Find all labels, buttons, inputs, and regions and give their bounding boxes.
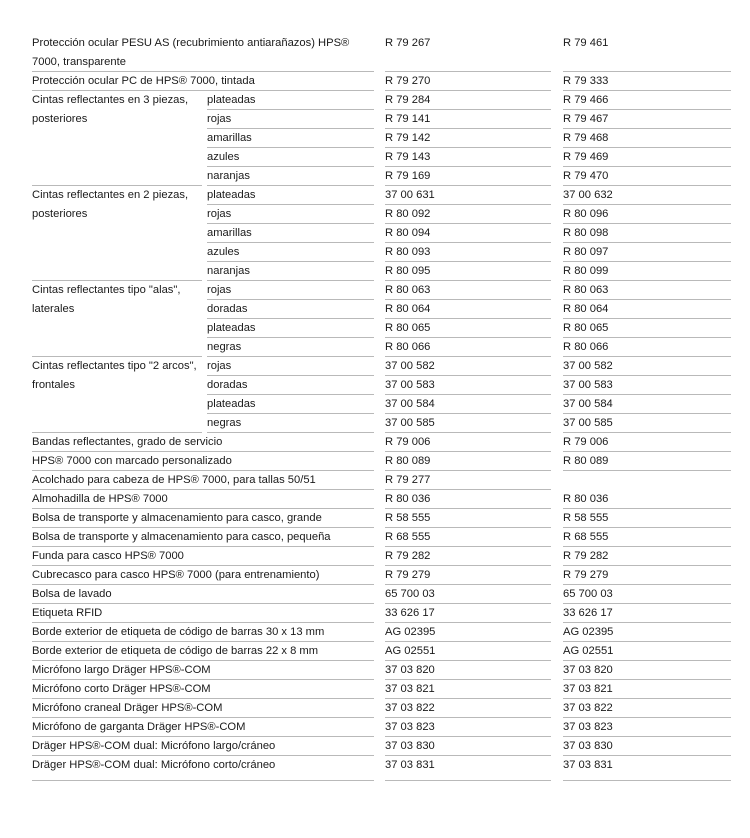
row-divider xyxy=(563,660,731,661)
row-divider xyxy=(32,565,374,566)
row-divider xyxy=(563,546,731,547)
item-variant: rojas xyxy=(207,113,232,125)
row-divider xyxy=(385,318,551,319)
item-variant: plateadas xyxy=(207,189,256,201)
row-divider xyxy=(385,622,551,623)
item-description: Dräger HPS®-COM dual: Micrófono corto/cráneo xyxy=(32,759,276,771)
row-divider xyxy=(563,603,731,604)
item-variant: amarillas xyxy=(207,227,252,239)
item-variant: rojas xyxy=(207,360,232,372)
item-description: Etiqueta RFID xyxy=(32,607,103,619)
row-divider xyxy=(207,280,374,281)
order-number-col1: 37 00 583 xyxy=(385,379,435,391)
row-divider xyxy=(385,451,551,452)
row-divider xyxy=(32,622,374,623)
order-number-col2: R 80 098 xyxy=(563,227,609,239)
row-divider xyxy=(563,261,731,262)
row-divider xyxy=(32,641,374,642)
order-number-col1: R 79 279 xyxy=(385,569,431,581)
order-number-col1: R 80 095 xyxy=(385,265,431,277)
row-divider xyxy=(207,375,374,376)
row-divider xyxy=(563,299,731,300)
row-divider xyxy=(32,546,374,547)
row-divider xyxy=(385,679,551,680)
item-variant: naranjas xyxy=(207,170,250,182)
row-divider xyxy=(32,90,374,91)
row-divider xyxy=(385,641,551,642)
order-number-col1: R 79 267 xyxy=(385,37,431,49)
row-divider xyxy=(385,470,551,471)
row-divider xyxy=(32,755,374,756)
row-divider xyxy=(385,147,551,148)
row-divider xyxy=(207,109,374,110)
order-number-col1: R 80 094 xyxy=(385,227,431,239)
row-divider xyxy=(563,71,731,72)
item-description: Cintas reflectantes en 2 piezas, posteriores xyxy=(32,189,189,220)
row-divider xyxy=(563,641,731,642)
row-divider xyxy=(385,432,551,433)
order-number-col1: R 79 270 xyxy=(385,75,431,87)
item-variant: doradas xyxy=(207,303,248,315)
item-description: Bandas reflectantes, grado de servicio xyxy=(32,436,223,448)
row-divider xyxy=(385,527,551,528)
item-variant: negras xyxy=(207,341,242,353)
order-number-col1: 37 03 831 xyxy=(385,759,435,771)
order-number-col1: R 80 089 xyxy=(385,455,431,467)
row-divider xyxy=(563,185,731,186)
order-number-col2: 37 00 583 xyxy=(563,379,613,391)
order-number-col1: R 80 064 xyxy=(385,303,431,315)
item-description: Bolsa de lavado xyxy=(32,588,112,600)
row-divider xyxy=(385,90,551,91)
item-variant: rojas xyxy=(207,284,232,296)
order-number-col1: 33 626 17 xyxy=(385,607,435,619)
item-description: Cintas reflectantes tipo "2 arcos", frontales xyxy=(32,360,197,391)
item-variant: plateadas xyxy=(207,94,256,106)
item-description: Almohadilla de HPS® 7000 xyxy=(32,493,168,505)
item-description: Acolchado para cabeza de HPS® 7000, para tallas 50/51 xyxy=(32,474,316,486)
row-divider xyxy=(385,109,551,110)
row-divider xyxy=(563,736,731,737)
row-divider xyxy=(563,375,731,376)
row-divider xyxy=(32,717,374,718)
row-divider xyxy=(32,679,374,680)
order-number-col2: R 79 470 xyxy=(563,170,609,182)
item-description: Borde exterior de etiqueta de código de barras 30 x 13 mm xyxy=(32,626,325,638)
item-description: Micrófono de garganta Dräger HPS®-COM xyxy=(32,721,246,733)
row-divider xyxy=(385,717,551,718)
row-divider xyxy=(32,470,374,471)
row-divider xyxy=(563,109,731,110)
row-divider xyxy=(563,356,731,357)
row-divider xyxy=(385,356,551,357)
item-variant: azules xyxy=(207,151,240,163)
row-divider xyxy=(207,166,374,167)
row-divider xyxy=(207,394,374,395)
order-number-col2: R 79 466 xyxy=(563,94,609,106)
row-divider xyxy=(385,565,551,566)
order-number-col1: R 80 092 xyxy=(385,208,431,220)
row-divider xyxy=(563,717,731,718)
row-divider xyxy=(563,451,731,452)
row-divider xyxy=(385,546,551,547)
item-variant: plateadas xyxy=(207,398,256,410)
order-number-col1: 37 03 830 xyxy=(385,740,435,752)
row-divider xyxy=(385,508,551,509)
order-number-col1: R 79 284 xyxy=(385,94,431,106)
order-number-col2: R 80 036 xyxy=(563,493,609,505)
order-number-col2: 37 00 632 xyxy=(563,189,613,201)
order-number-col1: R 80 063 xyxy=(385,284,431,296)
order-number-col2: R 58 555 xyxy=(563,512,609,524)
row-divider xyxy=(385,128,551,129)
row-divider xyxy=(385,242,551,243)
row-divider xyxy=(563,508,731,509)
row-divider xyxy=(385,413,551,414)
row-divider xyxy=(207,147,374,148)
row-divider xyxy=(32,527,374,528)
order-number-col1: 37 00 582 xyxy=(385,360,435,372)
row-divider xyxy=(32,71,374,72)
row-divider xyxy=(32,185,202,186)
order-number-col2: 37 00 585 xyxy=(563,417,613,429)
order-number-col2: R 79 461 xyxy=(563,37,609,49)
order-number-col2: R 80 063 xyxy=(563,284,609,296)
row-divider xyxy=(32,356,202,357)
item-description: Borde exterior de etiqueta de código de barras 22 x 8 mm xyxy=(32,645,319,657)
order-number-col1: R 79 282 xyxy=(385,550,431,562)
order-number-col1: R 80 036 xyxy=(385,493,431,505)
order-number-col2: R 80 097 xyxy=(563,246,609,258)
order-number-col2: 37 03 820 xyxy=(563,664,613,676)
row-divider xyxy=(563,318,731,319)
row-divider xyxy=(563,679,731,680)
row-divider xyxy=(207,337,374,338)
order-number-col2: R 79 469 xyxy=(563,151,609,163)
row-divider xyxy=(563,337,731,338)
item-description: Cintas reflectantes en 3 piezas, posteriores xyxy=(32,94,189,125)
order-number-col2: AG 02551 xyxy=(563,645,614,657)
order-number-col2: 37 03 823 xyxy=(563,721,613,733)
order-number-col1: 65 700 03 xyxy=(385,588,435,600)
row-divider xyxy=(385,280,551,281)
row-divider xyxy=(32,660,374,661)
item-variant: rojas xyxy=(207,208,232,220)
row-divider xyxy=(32,780,374,781)
row-divider xyxy=(385,166,551,167)
row-divider xyxy=(207,261,374,262)
row-divider xyxy=(32,280,202,281)
item-description: Protección ocular PESU AS (recubrimiento antiarañazos) HPS® 7000, transparente xyxy=(32,37,350,68)
row-divider xyxy=(563,147,731,148)
row-divider xyxy=(563,413,731,414)
order-number-col1: R 79 277 xyxy=(385,474,431,486)
row-divider xyxy=(385,299,551,300)
row-divider xyxy=(563,280,731,281)
order-number-col1: 37 03 821 xyxy=(385,683,435,695)
order-number-col1: R 79 006 xyxy=(385,436,431,448)
order-number-col1: R 79 169 xyxy=(385,170,431,182)
row-divider xyxy=(385,755,551,756)
item-description: Micrófono largo Dräger HPS®-COM xyxy=(32,664,211,676)
item-description: Bolsa de transporte y almacenamiento para casco, pequeña xyxy=(32,531,331,543)
order-number-col2: 37 03 821 xyxy=(563,683,613,695)
row-divider xyxy=(385,71,551,72)
item-description: Cintas reflectantes tipo "alas", laterales xyxy=(32,284,181,315)
row-divider xyxy=(385,337,551,338)
row-divider xyxy=(385,584,551,585)
row-divider xyxy=(32,432,202,433)
order-number-col1: R 79 143 xyxy=(385,151,431,163)
row-divider xyxy=(32,584,374,585)
row-divider xyxy=(32,736,374,737)
order-number-col2: R 79 468 xyxy=(563,132,609,144)
row-divider xyxy=(385,261,551,262)
order-number-col2: 37 03 830 xyxy=(563,740,613,752)
row-divider xyxy=(385,660,551,661)
order-number-col1: AG 02551 xyxy=(385,645,436,657)
row-divider xyxy=(207,128,374,129)
order-number-col1: 37 03 822 xyxy=(385,702,435,714)
row-divider xyxy=(385,780,551,781)
row-divider xyxy=(563,698,731,699)
item-description: HPS® 7000 con marcado personalizado xyxy=(32,455,232,467)
item-description: Dräger HPS®-COM dual: Micrófono largo/cráneo xyxy=(32,740,276,752)
order-number-col2: 65 700 03 xyxy=(563,588,613,600)
row-divider xyxy=(563,432,731,433)
order-number-col1: 37 00 584 xyxy=(385,398,435,410)
row-divider xyxy=(563,755,731,756)
row-divider xyxy=(207,299,374,300)
order-number-col1: R 58 555 xyxy=(385,512,431,524)
order-number-col1: 37 00 585 xyxy=(385,417,435,429)
row-divider xyxy=(563,204,731,205)
order-number-col2: 37 03 831 xyxy=(563,759,613,771)
order-number-col2: R 80 089 xyxy=(563,455,609,467)
order-number-col1: 37 03 823 xyxy=(385,721,435,733)
item-description: Micrófono corto Dräger HPS®-COM xyxy=(32,683,211,695)
row-divider xyxy=(385,736,551,737)
item-variant: plateadas xyxy=(207,322,256,334)
order-number-col2: R 79 006 xyxy=(563,436,609,448)
order-number-col2: R 80 096 xyxy=(563,208,609,220)
order-number-col1: R 80 065 xyxy=(385,322,431,334)
row-divider xyxy=(563,565,731,566)
order-number-col2: 37 03 822 xyxy=(563,702,613,714)
row-divider xyxy=(207,413,374,414)
row-divider xyxy=(385,375,551,376)
order-number-col2: AG 02395 xyxy=(563,626,614,638)
row-divider xyxy=(385,394,551,395)
row-divider xyxy=(385,204,551,205)
item-variant: negras xyxy=(207,417,242,429)
row-divider xyxy=(32,698,374,699)
item-description: Micrófono craneal Dräger HPS®-COM xyxy=(32,702,223,714)
order-number-col2: 37 00 582 xyxy=(563,360,613,372)
row-divider xyxy=(385,223,551,224)
row-divider xyxy=(563,584,731,585)
row-divider xyxy=(563,128,731,129)
order-number-col2: 37 00 584 xyxy=(563,398,613,410)
row-divider xyxy=(563,780,731,781)
row-divider xyxy=(207,432,374,433)
order-number-col2: R 79 467 xyxy=(563,113,609,125)
item-description: Cubrecasco para casco HPS® 7000 (para entrenamiento) xyxy=(32,569,320,581)
item-variant: azules xyxy=(207,246,240,258)
order-number-col1: 37 03 820 xyxy=(385,664,435,676)
item-variant: amarillas xyxy=(207,132,252,144)
row-divider xyxy=(32,508,374,509)
order-number-col2: R 80 066 xyxy=(563,341,609,353)
row-divider xyxy=(563,394,731,395)
row-divider xyxy=(385,698,551,699)
row-divider xyxy=(563,470,731,471)
order-number-col1: R 80 093 xyxy=(385,246,431,258)
row-divider xyxy=(563,622,731,623)
row-divider xyxy=(207,356,374,357)
row-divider xyxy=(563,242,731,243)
item-variant: doradas xyxy=(207,379,248,391)
row-divider xyxy=(385,603,551,604)
order-number-col2: R 80 065 xyxy=(563,322,609,334)
row-divider xyxy=(207,242,374,243)
order-number-col1: AG 02395 xyxy=(385,626,436,638)
row-divider xyxy=(32,451,374,452)
row-divider xyxy=(207,185,374,186)
order-number-col2: R 79 279 xyxy=(563,569,609,581)
order-number-col1: R 68 555 xyxy=(385,531,431,543)
order-number-col1: R 80 066 xyxy=(385,341,431,353)
row-divider xyxy=(563,527,731,528)
order-number-col2: R 79 282 xyxy=(563,550,609,562)
order-number-col2: R 68 555 xyxy=(563,531,609,543)
row-divider xyxy=(207,204,374,205)
order-number-col2: 33 626 17 xyxy=(563,607,613,619)
order-number-col1: 37 00 631 xyxy=(385,189,435,201)
row-divider xyxy=(207,318,374,319)
row-divider xyxy=(563,223,731,224)
row-divider xyxy=(207,223,374,224)
order-number-col1: R 79 142 xyxy=(385,132,431,144)
order-number-col2: R 80 099 xyxy=(563,265,609,277)
item-variant: naranjas xyxy=(207,265,250,277)
item-description: Bolsa de transporte y almacenamiento para casco, grande xyxy=(32,512,322,524)
row-divider xyxy=(563,166,731,167)
row-divider xyxy=(385,489,551,490)
row-divider xyxy=(563,90,731,91)
order-number-col2: R 80 064 xyxy=(563,303,609,315)
order-number-col2: R 79 333 xyxy=(563,75,609,87)
row-divider xyxy=(32,603,374,604)
item-description: Funda para casco HPS® 7000 xyxy=(32,550,184,562)
row-divider xyxy=(32,489,374,490)
order-number-col1: R 79 141 xyxy=(385,113,431,125)
row-divider xyxy=(385,185,551,186)
item-description: Protección ocular PC de HPS® 7000, tintada xyxy=(32,75,255,87)
